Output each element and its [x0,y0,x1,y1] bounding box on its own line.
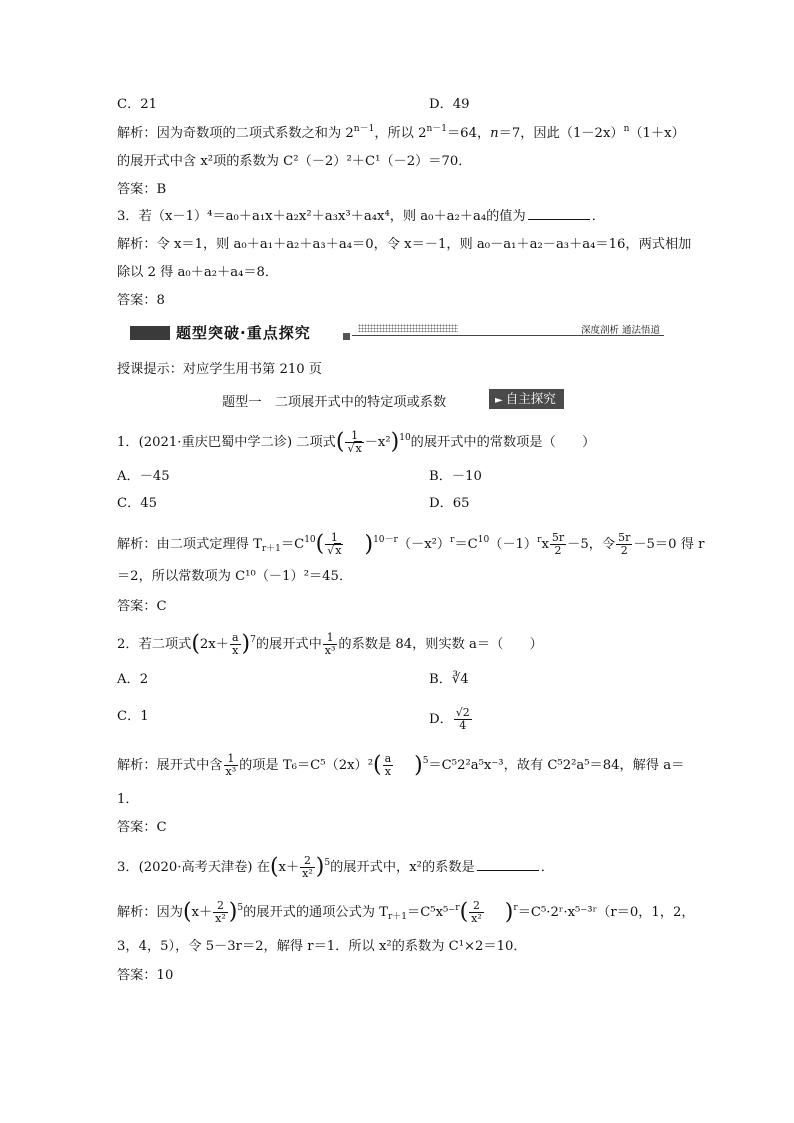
p3-answer: 答案：10 [117,968,174,983]
topic-badge: ► 自主探究 [489,389,564,409]
p2-options-ab: A．2 B．∛4 [117,672,469,687]
section-dots [358,324,458,332]
section-header [130,322,664,344]
q2-options [117,95,677,115]
q3-solution-line2: 除以 2 得 a₀＋a₂＋a₄＝8． [117,265,279,280]
topic-title: 题型一 二项展开式中的特定项或系数 [222,395,447,410]
q2-option-d: D．49 [429,97,470,112]
answer-blank [477,858,539,871]
section-marker [130,326,170,340]
p3-solution-line1: 解析：因为(x＋ $\frac{2}{\text{x²}}$ )$^5$的展开式的通项公式为 $T_{r+1}=C^5x^{5-}^r$( $\frac{2}{\text{x²}}$ )$^r$＝C⁵·2ʳ·x⁵⁻³ʳ（r＝0，1，2， [117,899,695,925]
q3-stem: 3．若（x－1）⁴＝a₀＋a₁x＋a₂x²＋a₃x³＋a₄x⁴，则 a₀＋a₂＋a₄的值为 ． [117,209,605,224]
badge-arrow-icon: ► [495,395,503,406]
p2-stem: 2．若二项式(2x＋ $\frac{a}{x}$ )$^7$的展开式中 $\frac{1}{\text{x³}}$ 的系数是 84，则实数 a＝（ ） [117,631,543,657]
p2-solution-line2: 1． [117,792,139,807]
p1-solution-line2: ＝2，所以常数项为 C¹⁰（－1）²＝45． [117,569,353,584]
p3-stem: 3．(2020·高考天津卷) 在(x＋ $\frac{2}{\text{x²}}$ )$^5$的展开式中，x²的系数是 ． [117,854,554,880]
teaching-tip: 授课提示：对应学生用书第 210 页 [117,362,322,377]
section-square-icon [343,333,350,340]
q2-option-c: C．21 [117,97,158,112]
p2-solution-line1: 解析：展开式中含 $\frac{1}{\text{x³}}$ 的项是 T₆＝C⁵（2x）²( $\frac{a}{x}$ )$^5$＝C⁵2²a⁵x⁻³，故有 C⁵2²a⁵＝84，解得 a＝ [117,752,685,778]
section-subtitle: 深度剖析 通法悟道 [580,325,660,336]
section-title: 题型突破·重点探究 [176,324,311,342]
p1-stem: 1．(2021·重庆巴蜀中学二诊) 二项式( $\frac{1}{√x}$ －x²)$^{10}$的展开式中的常数项是（ ） [117,429,596,455]
p2-options-cd: C．1 D． $\frac{√2}{4}$ [117,706,470,732]
q2-solution-line2: 的展开式中含 x²项的系数为 C²（－2）²＋C¹（－2）＝70． [117,154,472,169]
q3-answer: 答案：8 [117,293,165,308]
q2-answer: 答案：B [117,182,167,197]
p3-solution-line2: 3，4，5），令 5－3r＝2，解得 r＝1．所以 x²的系数为 C¹×2＝10． [117,939,527,954]
q3-solution-line1: 解析：令 x＝1，则 a₀＋a₁＋a₂＋a₃＋a₄＝0，令 x＝－1，则 a₀－a₁＋a₂－a₃＋a₄＝16，两式相加 [117,237,692,252]
p2-answer: 答案：C [117,820,167,835]
p1-options-cd: C．45 D．65 [117,496,470,511]
p1-answer: 答案：C [117,599,167,614]
p1-solution-line1: 解析：由二项式定理得 $T_{r+1}=C^{10}$( $\frac{1}{√x}$ )$^{10-r}(-x^2)^r=C^{10}(-1)^rx$ $\frac{5r}{2}$ －5，令 $\frac{5r}{2}$ －5＝0 得 r [117,531,705,557]
p1-options-ab: A．－45 B．－10 [117,469,482,484]
q2-solution-line1: 解析：因为奇数项的二项式系数之和为 $2^{n-1}$，所以 $2^{n-1}=64$，n＝7，因此$(1-2x)^n(1+x)$ [117,124,685,141]
answer-blank [528,207,590,220]
